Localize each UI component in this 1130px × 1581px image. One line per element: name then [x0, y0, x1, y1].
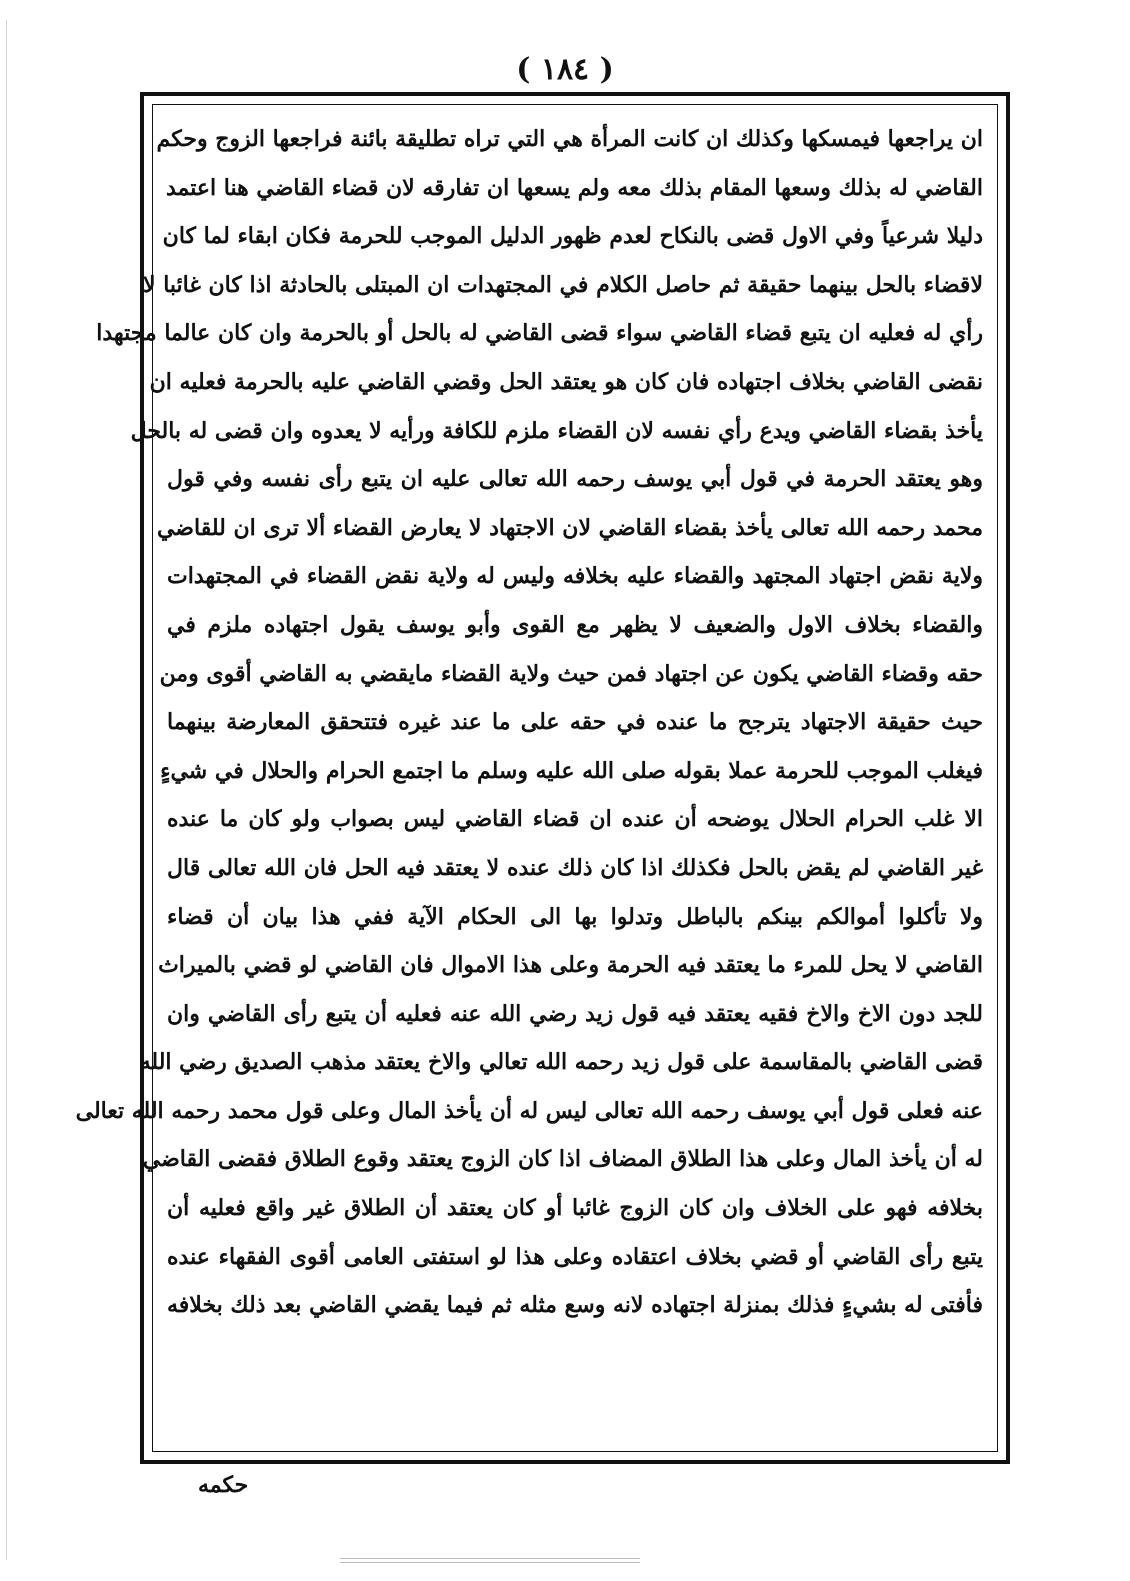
text-line: ولاية نقض اجتهاد المجتهد والقضاء عليه بخلافه وليس له ولاية نقض القضاء في المجتهدات [167, 563, 983, 590]
text-line: القاضي لا يحل للمرء ما يعتقد فيه الحرمة وعلى هذا الاموال فان القاضي لو قضي بالميراث [158, 952, 983, 979]
text-line: للجد دون الاخ والاخ فقيه يعتقد فيه قول زيد رضي الله عنه فعليه أن يتبع رأى القاضي وان [167, 1000, 983, 1027]
text-line: محمد رحمه الله تعالى يأخذ بقضاء القاضي لان الاجتهاد لا يعارض القضاء ألا ترى ان للقاضي [156, 514, 983, 541]
text-line: فيغلب الموجب للحرمة عملا بقوله صلى الله عليه وسلم ما اجتمع الحرام والحلال في شيءٍ [160, 757, 983, 784]
text-line: يأخذ بقضاء القاضي ويدع رأي نفسه لان القضاء ملزم للكافة ورأيه لا يعدوه وان قضى له بالحل [130, 417, 983, 444]
text-line: يتبع رأى القاضي أو قضي بخلاف اعتقاده وعلى هذا لو استفتى العامى أقوى الفقهاء عنده [167, 1243, 983, 1270]
catchword: حكمه [198, 1472, 249, 1498]
text-line: نقضى القاضي بخلاف اجتهاده فان كان هو يعتقد الحل وقضي القاضي عليه بالحرمة فعليه ان [149, 368, 983, 395]
text-line: دليلا شرعياً وفي الاول قضى بالنكاح لعدم ظهور الدليل الموجب للحرمة فكان ابقاء لما كان [162, 223, 983, 250]
text-line: بخلافه فهو على الخلاف وان كان الزوج غائبا أو كان يعتقد أن الطلاق غير واقع فعليه أن [167, 1195, 983, 1222]
text-frame [75, 92, 1010, 1464]
text-line: لاقضاء بالحل بينهما حقيقة ثم حاصل الكلام في المجتهدات ان المبتلى بالحادثة اذا كان غائبا لا [142, 271, 983, 298]
text-line: رأي له فعليه ان يتبع قضاء القاضي سواء قضى القاضي له بالحل أو بالحرمة وان كان عالما مجتهدا [96, 320, 983, 347]
text-line: له أن يأخذ المال وعلى هذا الطلاق المضاف اذا كان الزوج يعتقد وقوع الطلاق فقضى القاضي [142, 1146, 983, 1173]
text-line: غير القاضي لم يقض بالحل فكذلك اذا كان ذلك عنده لا يعتقد فيه الحل فان الله تعالى قال [167, 854, 983, 881]
text-line: حقه وقضاء القاضي يكون عن اجتهاد فمن حيث ولاية القضاء مايقضي به القاضي أقوى ومن [159, 660, 983, 687]
bottom-rule [340, 1558, 640, 1563]
page-number: ( ١٨٤ ) [516, 52, 614, 87]
text-line: وهو يعتقد الحرمة في قول أبي يوسف رحمه الله تعالى عليه ان يتبع رأى نفسه وفي قول [167, 466, 983, 493]
text-frame-inner [75, 104, 998, 1452]
text-line: والقضاء بخلاف الاول والضعيف لا يظهر مع القوى وأبو يوسف يقول اجتهاده ملزم في [167, 611, 983, 638]
scan-edge-line [6, 20, 7, 1560]
text-line: فأفتى له بشيءٍ فذلك بمنزلة اجتهاده لانه وسع مثله ثم فيما يقضي القاضي بعد ذلك بخلافه [167, 1292, 983, 1319]
text-line: ان يراجعها فيمسكها وكذلك ان كانت المرأة هي التي تراه تطليقة بائنة فراجعها الزوج وحكم [156, 126, 983, 152]
text-line: عنه فعلى قول أبي يوسف رحمه الله تعالى ليس له أن يأخذ المال وعلى قول محمد رحمه الله تعالى [75, 1097, 983, 1124]
body-text [75, 115, 983, 1330]
text-line: حيث حقيقة الاجتهاد يترجح ما عنده في حقه على ما عند غيره فتتحقق المعارضة بينهما [167, 709, 983, 736]
text-line: القاضي له بذلك وسعها المقام بذلك معه ولم يسعها ان تفارقه لان قضاء القاضي هنا اعتمد [165, 174, 983, 201]
text-line: الا غلب الحرام الحلال يوضحه أن عنده ان قضاء القاضي ليس بصواب ولو كان ما عنده [167, 806, 983, 833]
text-line: ولا تأكلوا أموالكم بينكم بالباطل وتدلوا بها الى الحكام الآية ففي هذا بيان أن قضاء [167, 903, 983, 930]
text-line: قضى القاضي بالمقاسمة على قول زيد رحمه الله تعالي والاخ يعتقد مذهب الصديق رضي الله [139, 1049, 983, 1076]
